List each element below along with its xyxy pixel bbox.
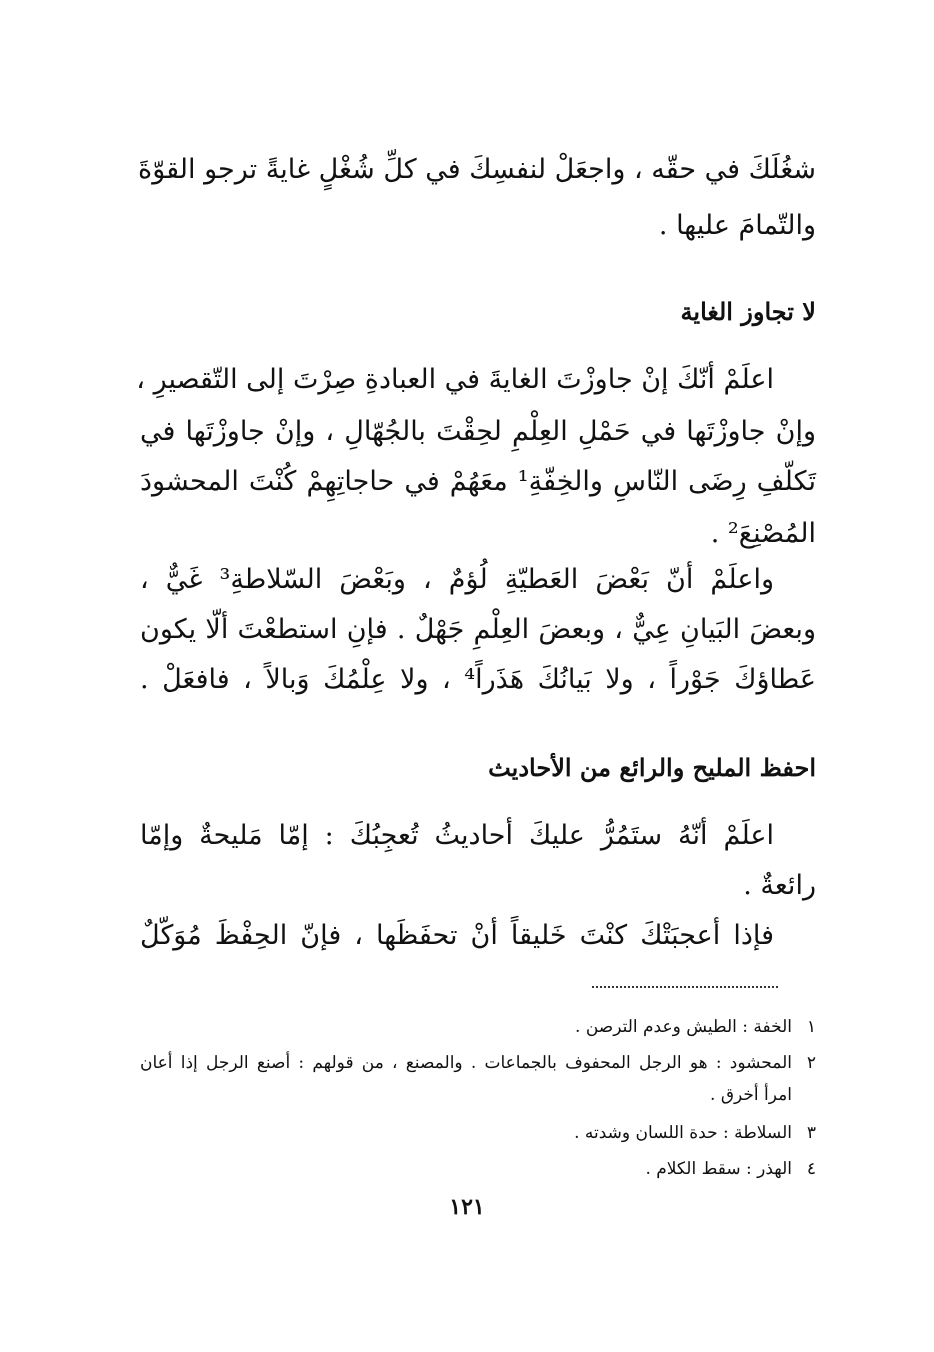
body-line: تَكلّفِ رِضَى النّاسِ والخِفّةِ¹ معَهُمْ في حاجاتِهِمْ كُنْتَ المحشودَ	[140, 466, 816, 497]
body-line: والتّمامَ عليها .	[658, 210, 816, 241]
body-line: اعلَمْ أنّكَ إنْ جاوزْتَ الغايةَ في العبادةِ صِرْتَ إلى التّقصيرِ ،	[136, 364, 774, 395]
footnote-continuation: امرأ أخرق .	[710, 1085, 792, 1105]
body-line: شغُلَكَ في حقّه ، واجعَلْ لنفسِكَ في كلِّ شُغْلٍ غايةً ترجو القوّةَ	[138, 154, 816, 185]
body-line: المُصْنِعَ² .	[710, 518, 816, 549]
section-heading: احفظ المليح والرائع من الأحاديث	[488, 753, 816, 782]
footnote	[140, 1156, 816, 1182]
footnote-number: ٤	[806, 1159, 816, 1179]
body-line: فإذا أعجبَتْكَ كنْتَ خَليقاً أنْ تحفَظَها ، فإنّ الحِفْظَ مُوَكّلٌ	[140, 920, 774, 951]
footnote-number: ١	[806, 1017, 816, 1037]
footnote	[140, 1014, 816, 1040]
body-line: واعلَمْ أنّ بَعْضَ العَطيّةِ لُؤمٌ ، وبَعْضَ السّلاطةِ³ غَيٌّ ،	[140, 564, 774, 595]
section-heading: لا تجاوز الغاية	[680, 297, 816, 326]
page-number: ١٢١	[449, 1194, 485, 1220]
body-line: اعلَمْ أنّهُ ستَمُرُّ عليكَ أحاديثُ تُعجِبُكَ : إمّا مَليحةٌ وإمّا	[140, 820, 774, 851]
body-line: رائعةٌ .	[743, 870, 816, 901]
footnote-text: السلاطة : حدة اللسان وشدته .	[574, 1123, 792, 1143]
footnote-text: الهذر : سقط الكلام .	[645, 1159, 792, 1179]
footnote-text: المحشود : هو الرجل المحفوف بالجماعات . والمصنع ، من قولهم : أصنع الرجل إذا أعان	[140, 1053, 792, 1073]
body-line: عَطاؤكَ جَوْراً ، ولا بَيانُكَ هَذَراً⁴ ، ولا عِلْمُكَ وَبالاً ، فافعَلْ .	[140, 664, 816, 695]
footnote-number: ٣	[806, 1123, 816, 1143]
footnote-divider	[592, 986, 778, 988]
footnote	[140, 1120, 816, 1146]
footnote-number: ٢	[806, 1053, 816, 1073]
footnote	[140, 1050, 816, 1076]
body-line: وبعضَ البَيانِ عِيٌّ ، وبعضَ العِلْمِ جَهْلٌ . فإنِ استطعْتَ ألّا يكون	[140, 614, 816, 645]
footnote-text: الخفة : الطيش وعدم الترصن .	[575, 1017, 792, 1037]
body-line: وإنْ جاوزْتَها في حَمْلِ العِلْمِ لحِقْتَ بالجُهّالِ ، وإنْ جاوزْتَها في	[140, 416, 816, 447]
